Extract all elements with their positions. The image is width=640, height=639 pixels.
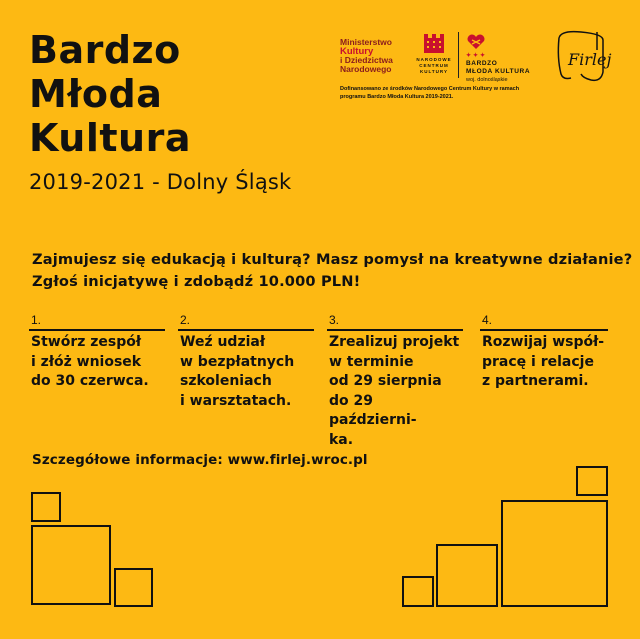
firlej-logo-text: Firlej bbox=[568, 50, 612, 69]
page-title bbox=[29, 28, 191, 160]
step-number: 2. bbox=[180, 313, 191, 327]
step-divider bbox=[29, 329, 165, 331]
bmk-logo-line-2: MŁODA KULTURA bbox=[466, 68, 531, 75]
ministry-logo-line-3: i Dziedzictwa bbox=[340, 55, 393, 65]
step-number: 1. bbox=[31, 313, 42, 327]
decor-square bbox=[436, 544, 498, 607]
intro-line-2: Zgłoś inicjatywę i zdobądź 10.000 PLN! bbox=[32, 273, 361, 290]
step-number: 3. bbox=[329, 313, 340, 327]
ministry-logo-line-4: Narodowego bbox=[340, 64, 392, 74]
nck-logo-line-1: NARODOWE bbox=[416, 57, 452, 62]
bmk-logo-line-1: BARDZO bbox=[466, 60, 498, 67]
ministry-logo-line-1: Ministerstwo bbox=[340, 37, 392, 47]
decor-square bbox=[402, 576, 434, 607]
funding-note: Dofinansowano ze środków Narodowego Centrum Kultury w ramach programu Bardzo Młoda Kultura 2019-2021. bbox=[340, 86, 520, 100]
title-line-2: Młoda bbox=[29, 72, 163, 116]
bmk-logo-line-3: woj. dolnośląskie bbox=[466, 77, 508, 83]
step-1 bbox=[29, 313, 165, 392]
decor-square bbox=[31, 492, 61, 522]
step-text: Zrealizuj projekt w terminie od 29 sierpnia do 29 październi- ka. bbox=[329, 334, 460, 448]
decor-square bbox=[501, 500, 608, 607]
title-line-1: Bardzo bbox=[29, 28, 181, 72]
subtitle: 2019-2021 - Dolny Śląsk bbox=[29, 170, 292, 194]
nck-logo-line-3: KULTURY bbox=[420, 69, 448, 74]
ministry-logo-line-2: Kultury bbox=[340, 46, 374, 57]
nck-logo-line-2: CENTRUM bbox=[419, 63, 449, 68]
title-line-3: Kultura bbox=[29, 116, 191, 160]
logo-divider bbox=[458, 32, 459, 78]
step-text: Stwórz zespół i złóż wniosek do 30 czerwca. bbox=[31, 334, 149, 389]
step-divider bbox=[178, 329, 314, 331]
step-divider bbox=[327, 329, 463, 331]
nck-logo bbox=[414, 32, 454, 75]
decor-square bbox=[576, 466, 608, 496]
nck-emblem-icon bbox=[423, 32, 445, 54]
decor-square bbox=[114, 568, 153, 607]
step-3 bbox=[327, 313, 463, 450]
intro-text bbox=[32, 249, 632, 293]
intro-line-1: Zajmujesz się edukacją i kulturą? Masz pomysł na kreatywne działanie? bbox=[32, 251, 633, 268]
sponsor-logos bbox=[340, 26, 610, 108]
bmk-logo bbox=[466, 34, 546, 84]
step-text: Rozwijaj współ- pracę i relacje z partnerami. bbox=[482, 334, 605, 389]
step-4 bbox=[480, 313, 608, 392]
stars-icon: ✦✦✦ bbox=[466, 53, 488, 59]
step-divider bbox=[480, 329, 608, 331]
ministry-logo bbox=[340, 38, 402, 74]
decor-square bbox=[31, 525, 111, 605]
step-text: Weź udział w bezpłatnych szkoleniach i warsztatach. bbox=[180, 334, 295, 409]
step-number: 4. bbox=[482, 313, 493, 327]
step-2 bbox=[178, 313, 314, 411]
more-info: Szczegółowe informacje: www.firlej.wroc.pl bbox=[32, 452, 368, 468]
heart-icon bbox=[466, 34, 486, 50]
